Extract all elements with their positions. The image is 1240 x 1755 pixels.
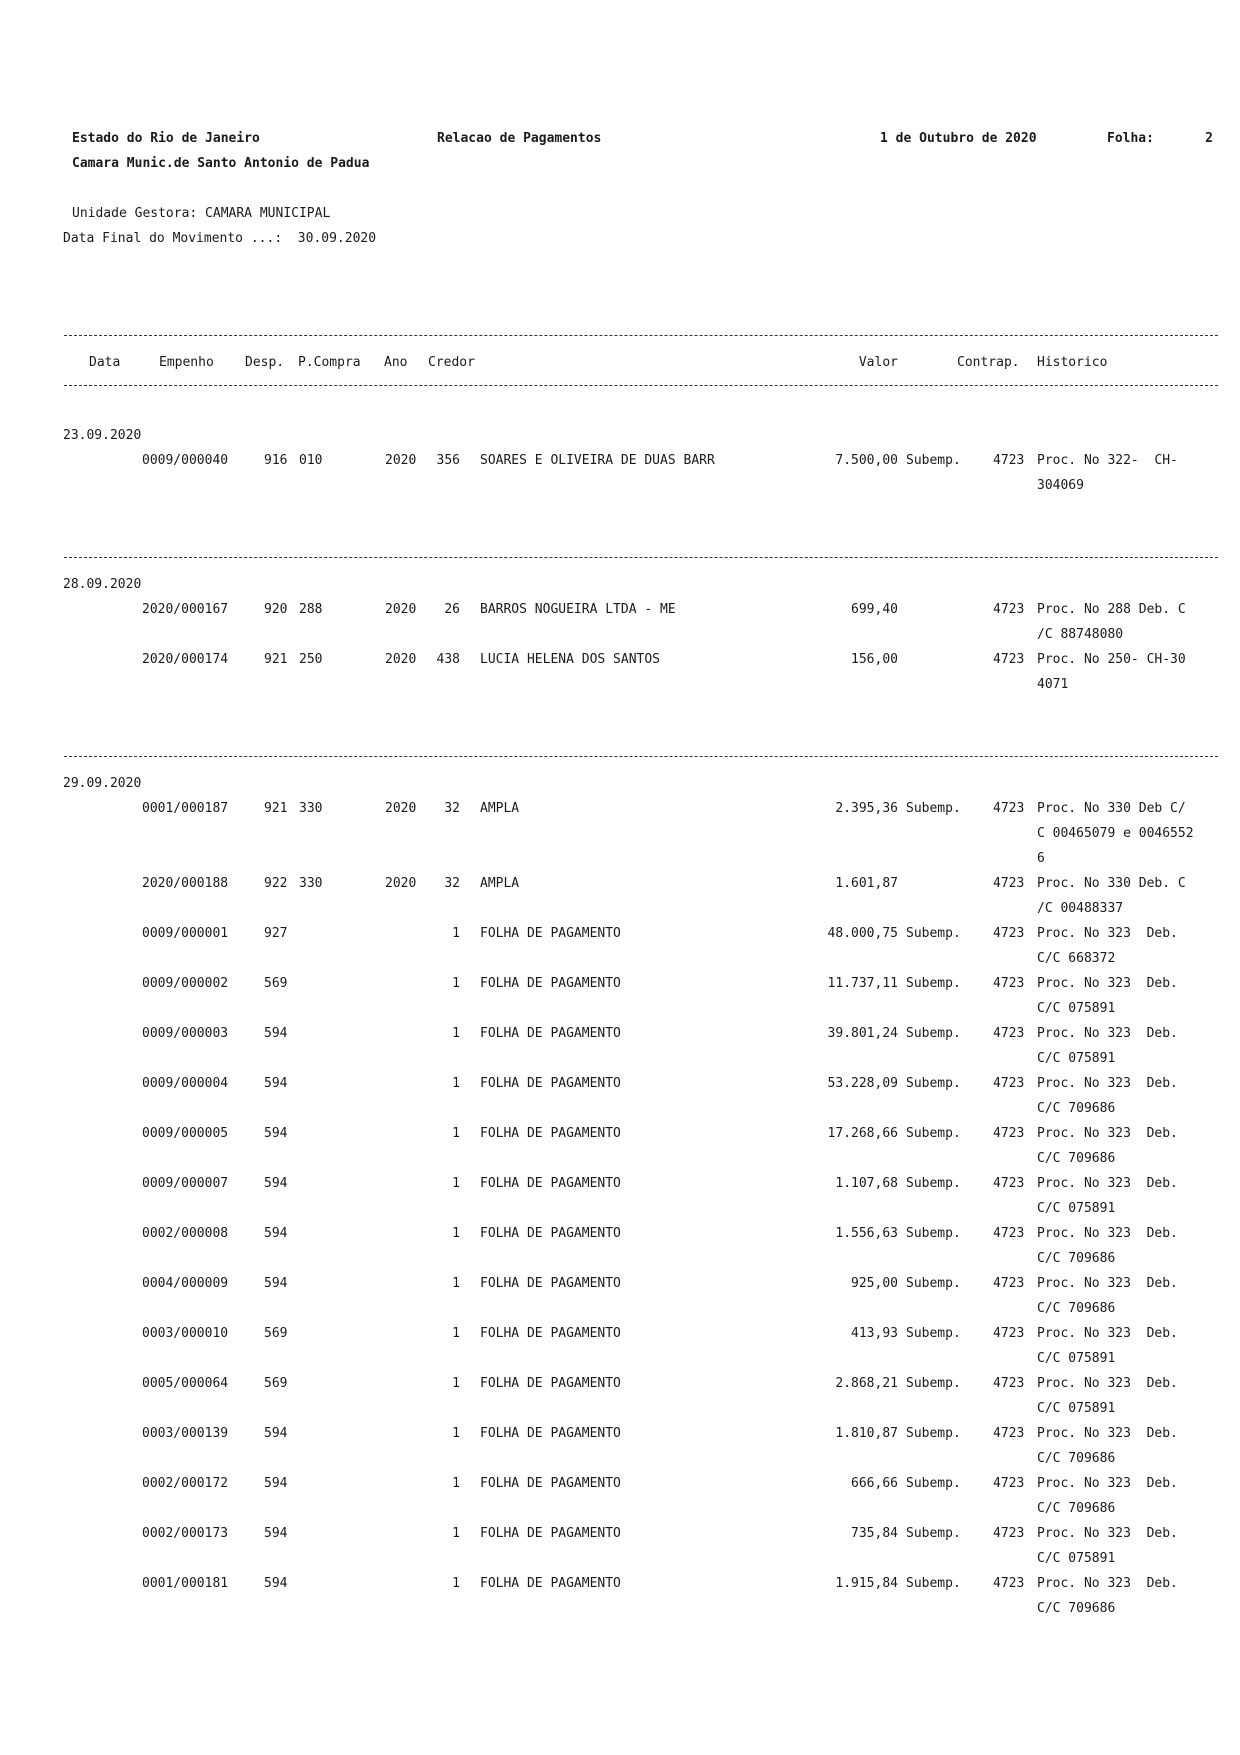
row-desp: 569 xyxy=(264,1326,288,1341)
state-name: Estado do Rio de Janeiro xyxy=(72,131,260,146)
row-historico-line1: Proc. No 323 Deb. xyxy=(1037,1526,1178,1541)
row-historico-line1: Proc. No 323 Deb. xyxy=(1037,1276,1178,1291)
row-ano: 2020 xyxy=(385,652,417,667)
row-valor: 1.810,87 xyxy=(835,1426,898,1441)
row-historico-line2: C/C 075891 xyxy=(1037,1401,1116,1416)
row-contrap: 4723 xyxy=(993,453,1025,468)
row-historico-line2: C 00465079 e 0046552 xyxy=(1037,826,1194,841)
col-credor: Credor xyxy=(428,355,475,370)
row-desp: 594 xyxy=(264,1576,288,1591)
row-empenho: 0002/000172 xyxy=(142,1476,229,1491)
row-credor-name: FOLHA DE PAGAMENTO xyxy=(480,1326,621,1341)
row-valor: 735,84 xyxy=(851,1526,898,1541)
row-pcompra: 010 xyxy=(299,453,323,468)
row-pcompra: 330 xyxy=(299,876,323,891)
row-desp: 594 xyxy=(264,1476,288,1491)
row-historico-line2: C/C 075891 xyxy=(1037,1351,1116,1366)
row-desp: 594 xyxy=(264,1226,288,1241)
row-valor: 2.395,36 xyxy=(835,801,898,816)
row-valor: 413,93 xyxy=(851,1326,898,1341)
row-tipo: Subemp. xyxy=(906,1476,961,1491)
header-bottom-rule xyxy=(64,385,1218,386)
row-historico-line2: C/C 668372 xyxy=(1037,951,1116,966)
row-historico-line2: C/C 709686 xyxy=(1037,1601,1116,1616)
row-historico-line3: 6 xyxy=(1037,851,1045,866)
col-desp: Desp. xyxy=(245,355,285,370)
row-empenho: 0004/000009 xyxy=(142,1276,229,1291)
row-credor-code: 32 xyxy=(444,801,460,816)
group-separator-rule xyxy=(64,756,1218,757)
row-desp: 594 xyxy=(264,1126,288,1141)
row-tipo: Subemp. xyxy=(906,801,961,816)
row-contrap: 4723 xyxy=(993,1376,1025,1391)
row-historico-line1: Proc. No 288 Deb. C xyxy=(1037,602,1186,617)
row-empenho: 0005/000064 xyxy=(142,1376,229,1391)
row-tipo: Subemp. xyxy=(906,1376,961,1391)
row-valor: 53.228,09 xyxy=(827,1076,898,1091)
row-tipo: Subemp. xyxy=(906,1126,961,1141)
report-title: Relacao de Pagamentos xyxy=(437,131,602,146)
row-valor: 7.500,00 xyxy=(835,453,898,468)
row-historico-line1: Proc. No 323 Deb. xyxy=(1037,1126,1178,1141)
col-data: Data xyxy=(89,355,121,370)
row-historico-line2: 304069 xyxy=(1037,478,1084,493)
row-credor-name: FOLHA DE PAGAMENTO xyxy=(480,976,621,991)
header-top-rule xyxy=(64,335,1218,336)
row-credor-code: 1 xyxy=(452,1476,460,1491)
row-tipo: Subemp. xyxy=(906,1176,961,1191)
row-desp: 569 xyxy=(264,1376,288,1391)
row-desp: 594 xyxy=(264,1526,288,1541)
row-valor: 11.737,11 xyxy=(827,976,898,991)
row-contrap: 4723 xyxy=(993,926,1025,941)
row-tipo: Subemp. xyxy=(906,1576,961,1591)
row-historico-line2: C/C 709686 xyxy=(1037,1101,1116,1116)
row-credor-name: FOLHA DE PAGAMENTO xyxy=(480,1526,621,1541)
row-historico-line1: Proc. No 323 Deb. xyxy=(1037,1376,1178,1391)
row-desp: 921 xyxy=(264,801,288,816)
row-historico-line1: Proc. No 323 Deb. xyxy=(1037,1176,1178,1191)
row-contrap: 4723 xyxy=(993,1526,1025,1541)
row-historico-line2: C/C 709686 xyxy=(1037,1301,1116,1316)
row-desp: 569 xyxy=(264,976,288,991)
row-empenho: 0002/000173 xyxy=(142,1526,229,1541)
group-date: 28.09.2020 xyxy=(63,577,142,592)
row-desp: 594 xyxy=(264,1026,288,1041)
row-historico-line1: Proc. No 323 Deb. xyxy=(1037,1076,1178,1091)
row-valor: 1.107,68 xyxy=(835,1176,898,1191)
row-historico-line2: C/C 075891 xyxy=(1037,1201,1116,1216)
row-contrap: 4723 xyxy=(993,876,1025,891)
row-credor-code: 1 xyxy=(452,1526,460,1541)
row-credor-name: FOLHA DE PAGAMENTO xyxy=(480,1576,621,1591)
row-tipo: Subemp. xyxy=(906,1276,961,1291)
row-historico-line2: C/C 075891 xyxy=(1037,1001,1116,1016)
row-valor: 1.556,63 xyxy=(835,1226,898,1241)
row-credor-code: 1 xyxy=(452,1326,460,1341)
row-historico-line2: C/C 709686 xyxy=(1037,1151,1116,1166)
row-contrap: 4723 xyxy=(993,1426,1025,1441)
row-credor-code: 438 xyxy=(436,652,460,667)
row-credor-name: AMPLA xyxy=(480,801,520,816)
data-final-movimento: Data Final do Movimento ...: 30.09.2020 xyxy=(63,231,377,246)
row-ano: 2020 xyxy=(385,453,417,468)
row-historico-line1: Proc. No 323 Deb. xyxy=(1037,1426,1178,1441)
row-credor-name: SOARES E OLIVEIRA DE DUAS BARR xyxy=(480,453,715,468)
row-valor: 156,00 xyxy=(851,652,898,667)
row-credor-name: FOLHA DE PAGAMENTO xyxy=(480,1126,621,1141)
row-credor-code: 1 xyxy=(452,976,460,991)
row-historico-line2: /C 88748080 xyxy=(1037,627,1124,642)
row-desp: 921 xyxy=(264,652,288,667)
unidade-gestora: Unidade Gestora: CAMARA MUNICIPAL xyxy=(72,206,331,221)
row-desp: 927 xyxy=(264,926,288,941)
row-credor-code: 26 xyxy=(444,602,460,617)
row-desp: 594 xyxy=(264,1076,288,1091)
col-valor: Valor xyxy=(858,355,898,370)
report-date: 1 de Outubro de 2020 xyxy=(880,131,1037,146)
row-credor-code: 1 xyxy=(452,1576,460,1591)
row-contrap: 4723 xyxy=(993,1226,1025,1241)
col-pcompra: P.Compra xyxy=(298,355,361,370)
row-tipo: Subemp. xyxy=(906,1026,961,1041)
row-credor-code: 1 xyxy=(452,1026,460,1041)
row-valor: 17.268,66 xyxy=(827,1126,898,1141)
row-historico-line1: Proc. No 323 Deb. xyxy=(1037,926,1178,941)
row-historico-line1: Proc. No 323 Deb. xyxy=(1037,1026,1178,1041)
row-contrap: 4723 xyxy=(993,1126,1025,1141)
row-credor-code: 1 xyxy=(452,1076,460,1091)
row-empenho: 0003/000010 xyxy=(142,1326,229,1341)
row-contrap: 4723 xyxy=(993,1176,1025,1191)
row-credor-name: FOLHA DE PAGAMENTO xyxy=(480,1026,621,1041)
row-historico-line1: Proc. No 323 Deb. xyxy=(1037,1476,1178,1491)
row-contrap: 4723 xyxy=(993,801,1025,816)
row-desp: 922 xyxy=(264,876,288,891)
row-empenho: 0009/000004 xyxy=(142,1076,229,1091)
row-tipo: Subemp. xyxy=(906,1426,961,1441)
row-valor: 1.601,87 xyxy=(835,876,898,891)
row-credor-name: FOLHA DE PAGAMENTO xyxy=(480,1176,621,1191)
row-empenho: 0002/000008 xyxy=(142,1226,229,1241)
row-credor-code: 1 xyxy=(452,1376,460,1391)
row-pcompra: 288 xyxy=(299,602,323,617)
row-tipo: Subemp. xyxy=(906,453,961,468)
folha-label: Folha: xyxy=(1107,131,1154,146)
row-contrap: 4723 xyxy=(993,1076,1025,1091)
row-empenho: 2020/000167 xyxy=(142,602,229,617)
row-credor-name: FOLHA DE PAGAMENTO xyxy=(480,1376,621,1391)
row-desp: 594 xyxy=(264,1276,288,1291)
row-valor: 2.868,21 xyxy=(835,1376,898,1391)
row-valor: 48.000,75 xyxy=(827,926,898,941)
row-tipo: Subemp. xyxy=(906,1526,961,1541)
row-historico-line2: C/C 075891 xyxy=(1037,1551,1116,1566)
row-credor-code: 1 xyxy=(452,1276,460,1291)
entity-name: Camara Munic.de Santo Antonio de Padua xyxy=(72,156,370,171)
row-valor: 666,66 xyxy=(851,1476,898,1491)
row-credor-code: 1 xyxy=(452,1176,460,1191)
row-empenho: 0009/000002 xyxy=(142,976,229,991)
row-empenho: 2020/000174 xyxy=(142,652,229,667)
row-empenho: 0009/000001 xyxy=(142,926,229,941)
row-ano: 2020 xyxy=(385,876,417,891)
row-valor: 1.915,84 xyxy=(835,1576,898,1591)
row-empenho: 0009/000005 xyxy=(142,1126,229,1141)
row-desp: 594 xyxy=(264,1426,288,1441)
row-credor-name: FOLHA DE PAGAMENTO xyxy=(480,1076,621,1091)
row-historico-line1: Proc. No 330 Deb C/ xyxy=(1037,801,1186,816)
row-historico-line1: Proc. No 330 Deb. C xyxy=(1037,876,1186,891)
row-contrap: 4723 xyxy=(993,602,1025,617)
row-credor-code: 356 xyxy=(436,453,460,468)
row-empenho: 0009/000007 xyxy=(142,1176,229,1191)
row-historico-line2: 4071 xyxy=(1037,677,1069,692)
group-date: 29.09.2020 xyxy=(63,776,142,791)
row-credor-name: LUCIA HELENA DOS SANTOS xyxy=(480,652,661,667)
row-historico-line1: Proc. No 323 Deb. xyxy=(1037,1226,1178,1241)
row-historico-line1: Proc. No 250- CH-30 xyxy=(1037,652,1186,667)
row-credor-name: BARROS NOGUEIRA LTDA - ME xyxy=(480,602,676,617)
row-desp: 594 xyxy=(264,1176,288,1191)
row-credor-code: 32 xyxy=(444,876,460,891)
row-ano: 2020 xyxy=(385,801,417,816)
row-empenho: 0001/000181 xyxy=(142,1576,229,1591)
row-contrap: 4723 xyxy=(993,1026,1025,1041)
row-valor: 39.801,24 xyxy=(827,1026,898,1041)
row-historico-line2: C/C 709686 xyxy=(1037,1451,1116,1466)
row-historico-line2: /C 00488337 xyxy=(1037,901,1124,916)
row-credor-code: 1 xyxy=(452,1126,460,1141)
row-contrap: 4723 xyxy=(993,1326,1025,1341)
group-date: 23.09.2020 xyxy=(63,428,142,443)
row-credor-name: FOLHA DE PAGAMENTO xyxy=(480,1476,621,1491)
row-credor-name: FOLHA DE PAGAMENTO xyxy=(480,1226,621,1241)
row-credor-code: 1 xyxy=(452,926,460,941)
row-credor-name: AMPLA xyxy=(480,876,520,891)
row-tipo: Subemp. xyxy=(906,1326,961,1341)
row-contrap: 4723 xyxy=(993,652,1025,667)
row-contrap: 4723 xyxy=(993,976,1025,991)
col-contrap: Contrap. xyxy=(957,355,1020,370)
col-ano: Ano xyxy=(384,355,408,370)
row-empenho: 0003/000139 xyxy=(142,1426,229,1441)
row-tipo: Subemp. xyxy=(906,1076,961,1091)
row-historico-line2: C/C 075891 xyxy=(1037,1051,1116,1066)
row-tipo: Subemp. xyxy=(906,926,961,941)
row-credor-name: FOLHA DE PAGAMENTO xyxy=(480,926,621,941)
group-separator-rule xyxy=(64,557,1218,558)
row-contrap: 4723 xyxy=(993,1476,1025,1491)
row-valor: 925,00 xyxy=(851,1276,898,1291)
col-historico: Historico xyxy=(1037,355,1108,370)
row-empenho: 0009/000003 xyxy=(142,1026,229,1041)
row-credor-code: 1 xyxy=(452,1426,460,1441)
row-empenho: 0009/000040 xyxy=(142,453,229,468)
row-tipo: Subemp. xyxy=(906,976,961,991)
row-ano: 2020 xyxy=(385,602,417,617)
row-empenho: 2020/000188 xyxy=(142,876,229,891)
row-credor-code: 1 xyxy=(452,1226,460,1241)
row-credor-name: FOLHA DE PAGAMENTO xyxy=(480,1426,621,1441)
row-historico-line2: C/C 709686 xyxy=(1037,1501,1116,1516)
row-historico-line2: C/C 709686 xyxy=(1037,1251,1116,1266)
row-historico-line1: Proc. No 323 Deb. xyxy=(1037,1576,1178,1591)
row-historico-line1: Proc. No 323 Deb. xyxy=(1037,976,1178,991)
folha-number: 2 xyxy=(1205,131,1213,146)
row-contrap: 4723 xyxy=(993,1576,1025,1591)
row-desp: 920 xyxy=(264,602,288,617)
col-empenho: Empenho xyxy=(159,355,214,370)
row-historico-line1: Proc. No 322- CH- xyxy=(1037,453,1178,468)
row-tipo: Subemp. xyxy=(906,1226,961,1241)
row-empenho: 0001/000187 xyxy=(142,801,229,816)
row-desp: 916 xyxy=(264,453,288,468)
row-pcompra: 330 xyxy=(299,801,323,816)
row-valor: 699,40 xyxy=(851,602,898,617)
row-contrap: 4723 xyxy=(993,1276,1025,1291)
row-credor-name: FOLHA DE PAGAMENTO xyxy=(480,1276,621,1291)
row-historico-line1: Proc. No 323 Deb. xyxy=(1037,1326,1178,1341)
row-pcompra: 250 xyxy=(299,652,323,667)
